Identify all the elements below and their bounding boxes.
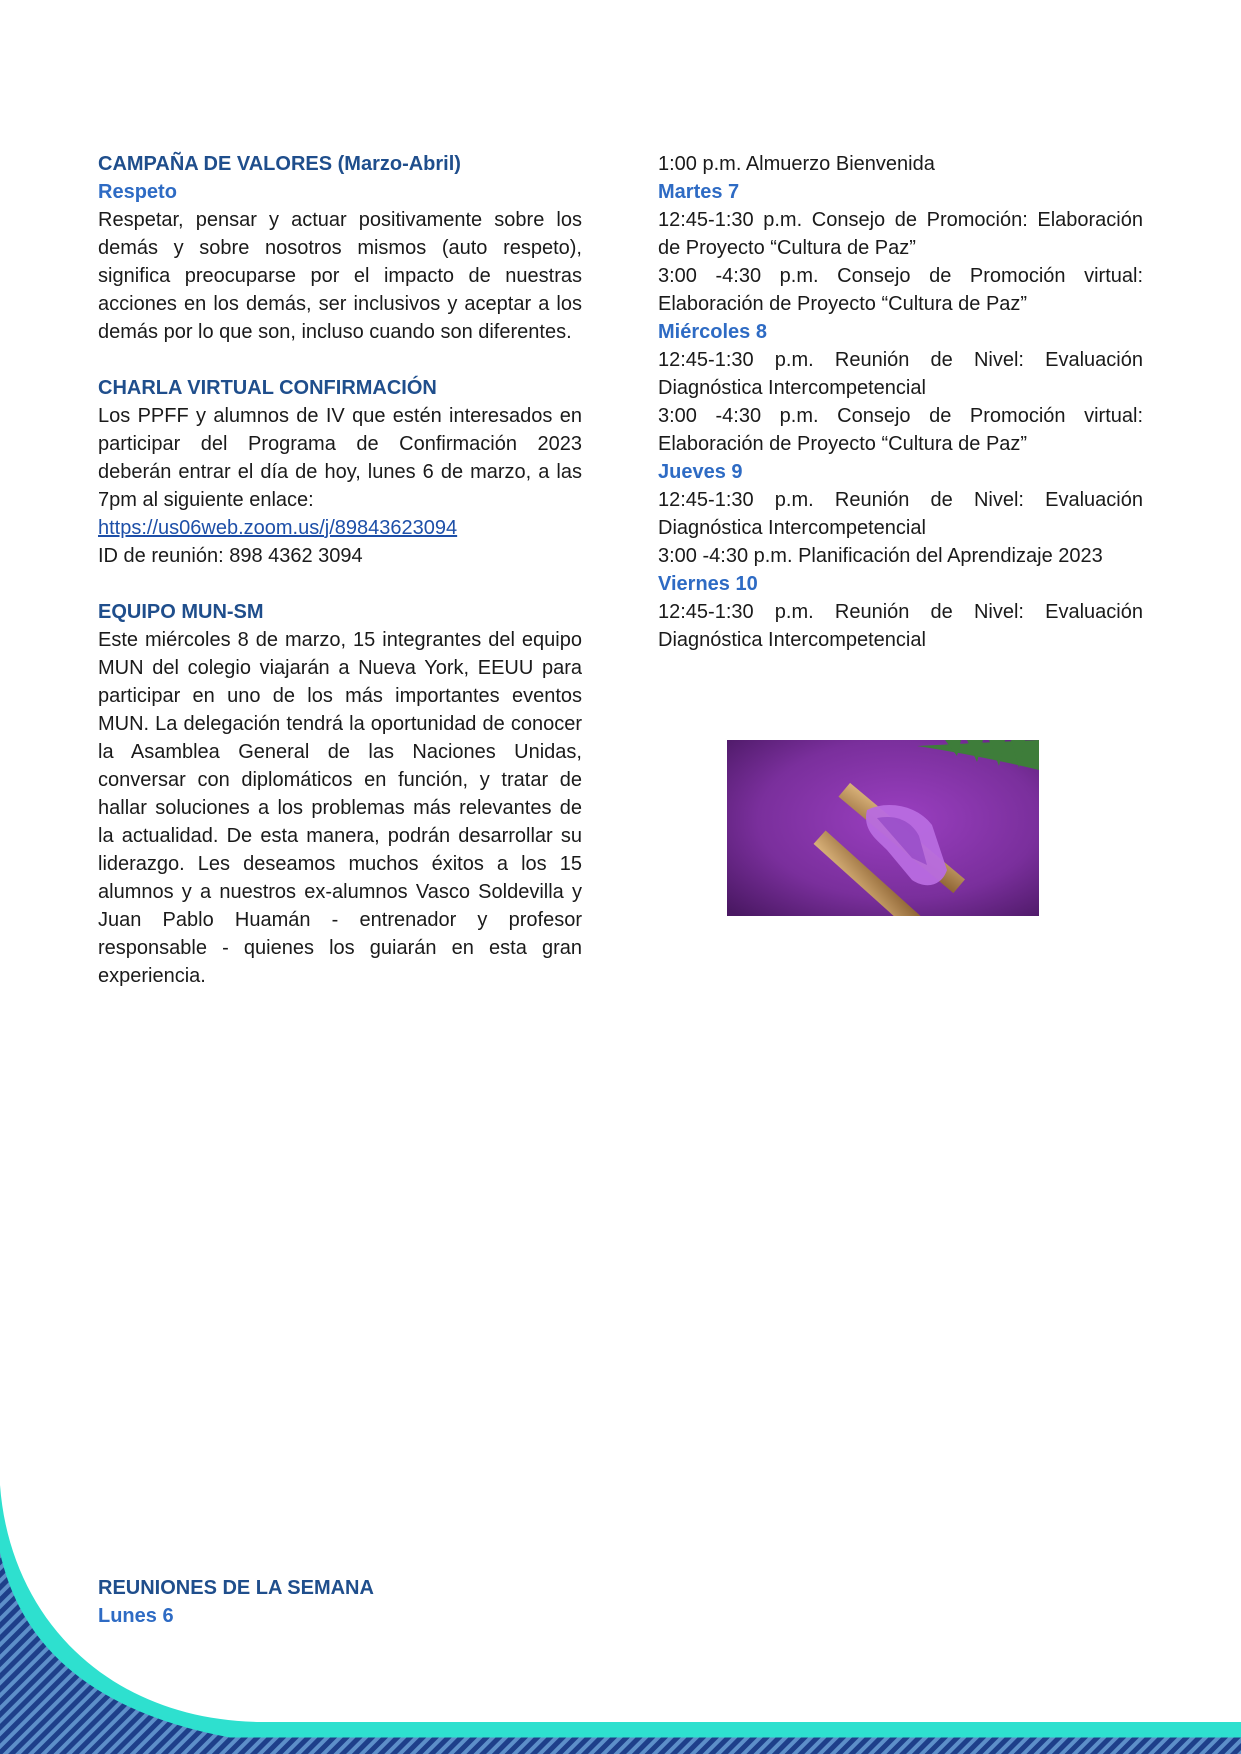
day-label-lunes: Lunes 6: [98, 1605, 174, 1627]
day-label-miercoles: Miércoles 8: [658, 321, 767, 343]
reuniones-title: REUNIONES DE LA SEMANA: [98, 1577, 374, 1599]
charla-title: CHARLA VIRTUAL CONFIRMACIÓN: [98, 377, 437, 399]
reuniones-section: [98, 1574, 374, 1630]
schedule-item: 1:00 p.m. Almuerzo Bienvenida: [658, 153, 935, 175]
meeting-id: ID de reunión: 898 4362 3094: [98, 545, 363, 567]
campaign-value: Respeto: [98, 181, 177, 203]
day-label-martes: Martes 7: [658, 181, 740, 203]
mun-title: EQUIPO MUN-SM: [98, 601, 264, 623]
day-label-jueves: Jueves 9: [658, 461, 743, 483]
campaign-title: CAMPAÑA DE VALORES (Marzo-Abril): [98, 153, 461, 175]
schedule-item: 3:00 -4:30 p.m. Consejo de Promoción virtual: Elaboración de Proyecto “Cultura de Paz”: [658, 405, 1143, 455]
mun-text: Este miércoles 8 de marzo, 15 integrantes del equipo MUN del colegio viajarán a Nueva York, EEUU para participar en uno de los más importantes eventos MUN. La delegación tendrá la oportunidad de conocer la Asamblea General de las Naciones Unidas, conversar con diplomáticos en función, y tratar de hallar soluciones a los problemas más relevantes de la actualidad. De esta manera, podrán desarrollar su liderazgo. Les deseamos muchos éxitos a los 15 alumnos y a nuestros ex-alumnos Vasco Soldevilla y Juan Pablo Huamán - entrenador y profesor responsable - quienes los guiarán en esta gran experiencia.: [98, 629, 582, 987]
schedule-item: 3:00 -4:30 p.m. Consejo de Promoción virtual: Elaboración de Proyecto “Cultura de Paz”: [658, 265, 1143, 315]
zoom-link[interactable]: https://us06web.zoom.us/j/89843623094: [98, 517, 458, 539]
schedule-item: 12:45-1:30 p.m. Reunión de Nivel: Evaluación Diagnóstica Intercompetencial: [658, 489, 1143, 539]
campaign-text: Respetar, pensar y actuar positivamente sobre los demás y sobre nosotros mismos (auto respeto), significa preocuparse por el impacto de nuestras acciones en los demás, ser inclusivos y aceptar a los demás por lo que son, incluso cuando son diferentes.: [98, 209, 582, 343]
left-column: [98, 150, 582, 990]
charla-text: Los PPFF y alumnos de IV que estén interesados en participar del Programa de Confirmación 2023 deberán entrar el día de hoy, lunes 6 de marzo, a las 7pm al siguiente enlace:: [98, 405, 582, 511]
schedule-item: 3:00 -4:30 p.m. Planificación del Aprendizaje 2023: [658, 545, 1103, 567]
cross-photo: [727, 740, 1039, 916]
day-label-viernes: Viernes 10: [658, 573, 758, 595]
schedule-item: 12:45-1:30 p.m. Reunión de Nivel: Evaluación Diagnóstica Intercompetencial: [658, 349, 1143, 399]
right-column: [658, 150, 1143, 654]
schedule-item: 12:45-1:30 p.m. Consejo de Promoción: Elaboración de Proyecto “Cultura de Paz”: [658, 209, 1143, 259]
schedule-item: 12:45-1:30 p.m. Reunión de Nivel: Evaluación Diagnóstica Intercompetencial: [658, 601, 1143, 651]
